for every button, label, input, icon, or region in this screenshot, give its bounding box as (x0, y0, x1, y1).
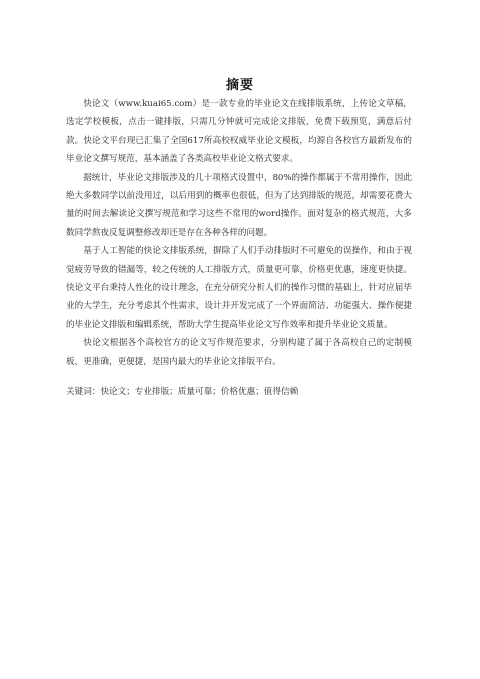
keyword-separator: ； (126, 387, 135, 397)
keyword-separator: ； (169, 387, 178, 397)
keyword-separator: ； (212, 387, 221, 397)
keyword-item: 快论文 (100, 387, 127, 397)
keywords-line (66, 383, 412, 401)
keyword-item: 专业排版 (134, 387, 170, 397)
abstract-paragraph-4: 快论文根据各个高校官方的论文写作规范要求，分别构建了属于各高校自己的定制模板，更准确，更便捷，是国内最大的毕业论文排版平台。 (66, 338, 412, 367)
abstract-title: 摘要 (225, 78, 254, 93)
abstract-paragraph-3: 基于人工智能的快论文排版系统，摒除了人们手动排版时不可避免的误操作，和由于视觉疲劳导致的错漏等，较之传统的人工排版方式，质量更可靠，价格更优惠，速度更快捷。快论文平台秉持人性化的设计理念，在充分研究分析人们的操作习惯的基础上，针对应届毕业的大学生，充分考虑其个性需求，设计并开发完成了一个界面简洁、功能强大、操作便捷的毕业论文排版和编辑系统，帮助大学生提高毕业论文写作效率和提升毕业论文质量。 (66, 246, 412, 330)
keyword-item: 质量可靠 (177, 387, 213, 397)
abstract-paragraph-1: 快论文（www.kuai65.com）是一款专业的毕业论文在线排版系统，上传论文草稿，选定学校模板，点击一键排版，只需几分钟就可完成论文排版，免费下载预览，满意后付款。快论文平台现已汇集了全国617所高校权威毕业论文模板，均源自各校官方最新发布的毕业论文撰写规范，基本涵盖了各类高校毕业论文格式要求。 (66, 99, 412, 165)
keyword-item: 值得信赖 (263, 387, 299, 397)
keywords-label: 关键词： (66, 387, 101, 397)
abstract-body (66, 95, 412, 371)
keyword-separator: ； (255, 387, 264, 397)
keyword-item: 价格优惠 (220, 387, 256, 397)
abstract-paragraph-2: 据统计，毕业论文排版涉及的几十项格式设置中，80%的操作都属于不常用操作，因此绝大多数同学以前没用过，以后用到的概率也很低，但为了达到排版的规范，却需要花费大量的时间去解读论文撰写规范和学习这些不常用的word操作。面对复杂的格式规范，大多数同学熬夜反复调整修改却还是存在各种各样的问题。 (66, 172, 412, 238)
